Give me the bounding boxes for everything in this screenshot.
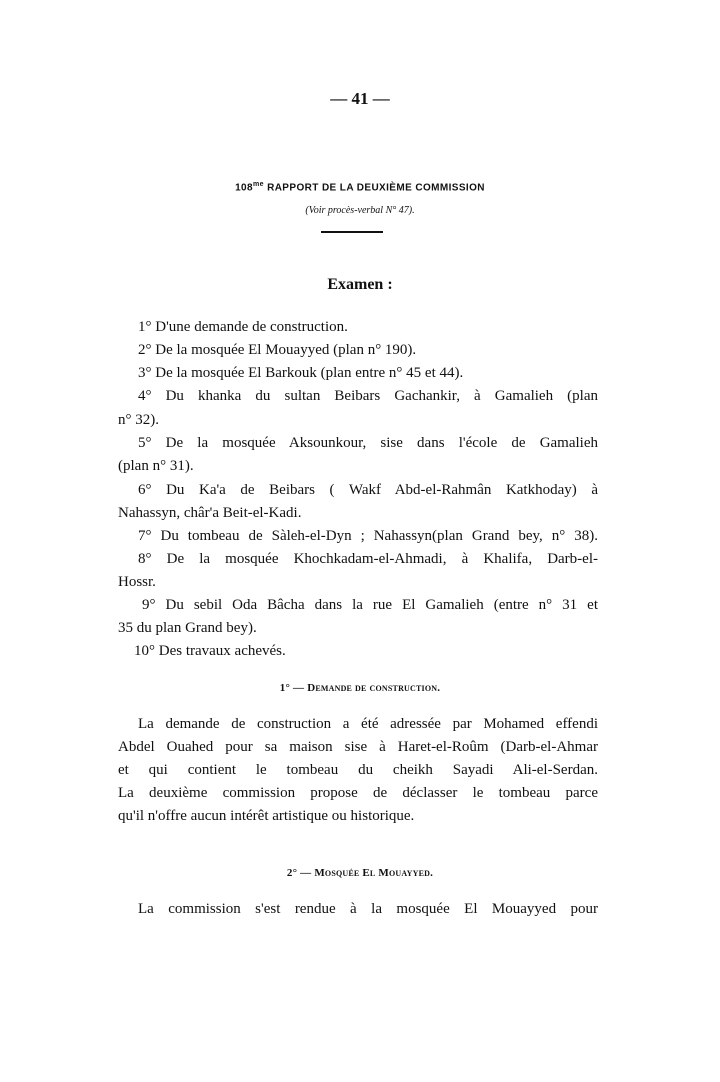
paragraph-line: La commission s'est rendue à la mosquée El Mouayyed pour [138, 901, 598, 917]
paragraph-line: La demande de construction a été adressée par Mohamed effendi [138, 716, 598, 732]
section-heading: 2° — Mosquée El Mouayyed. [286, 867, 434, 879]
examen-heading: Examen : [327, 276, 393, 293]
list-item-continued: Nahassyn, châr'a Beit-el-Kadi. [118, 505, 302, 521]
paragraph-line: et qui contient le tombeau du cheikh Sayadi Ali-el-Serdan. [118, 762, 598, 778]
list-item: 8° De la mosquée Khochkadam-el-Ahmadi, à Khalifa, Darb-el- [138, 551, 598, 567]
report-subheading: (Voir procès-verbal N° 47). [305, 205, 415, 216]
list-item-continued: 35 du plan Grand bey). [118, 620, 257, 636]
list-item-continued: Hossr. [118, 574, 156, 590]
report-number: 108 [235, 182, 253, 194]
page-number: — 41 — [330, 89, 390, 108]
list-item: 5° De la mosquée Aksounkour, sise dans l'école de Gamalieh [138, 435, 598, 451]
list-item: 1° D'une demande de construction. [138, 319, 348, 335]
divider-rule [321, 231, 383, 233]
list-item: 2° De la mosquée El Mouayyed (plan n° 190). [138, 342, 417, 358]
list-item: 7° Du tombeau de Sàleh-el-Dyn ; Nahassyn(plan Grand bey, n° 38). [138, 528, 598, 544]
list-item: 3° De la mosquée El Barkouk (plan entre n° 45 et 44). [138, 365, 464, 381]
paragraph-line: La deuxième commission propose de déclasser le tombeau parce [118, 785, 598, 801]
list-item: 6° Du Ka'a de Beibars ( Wakf Abd-el-Rahmân Katkhoday) à [138, 482, 598, 498]
list-item: 4° Du khanka du sultan Beibars Gachankir, à Gamalieh (plan [138, 388, 598, 404]
paragraph-line: qu'il n'offre aucun intérêt artistique ou historique. [118, 808, 415, 824]
report-title: RAPPORT DE LA DEUXIÈME COMMISSION [263, 182, 485, 194]
report-heading [0, 176, 720, 197]
list-item: 10° Des travaux achevés. [134, 643, 286, 659]
section-heading: 1° — Demande de construction. [279, 682, 441, 694]
list-item: 9° Du sebil Oda Bâcha dans la rue El Gamalieh (entre n° 31 et [142, 597, 598, 613]
report-number-suffix: me [252, 181, 264, 188]
list-item-continued: (plan n° 31). [118, 458, 194, 474]
paragraph-line: Abdel Ouahed pour sa maison sise à Haret-el-Roûm (Darb-el-Ahmar [118, 739, 598, 755]
list-item-continued: n° 32). [118, 412, 159, 428]
